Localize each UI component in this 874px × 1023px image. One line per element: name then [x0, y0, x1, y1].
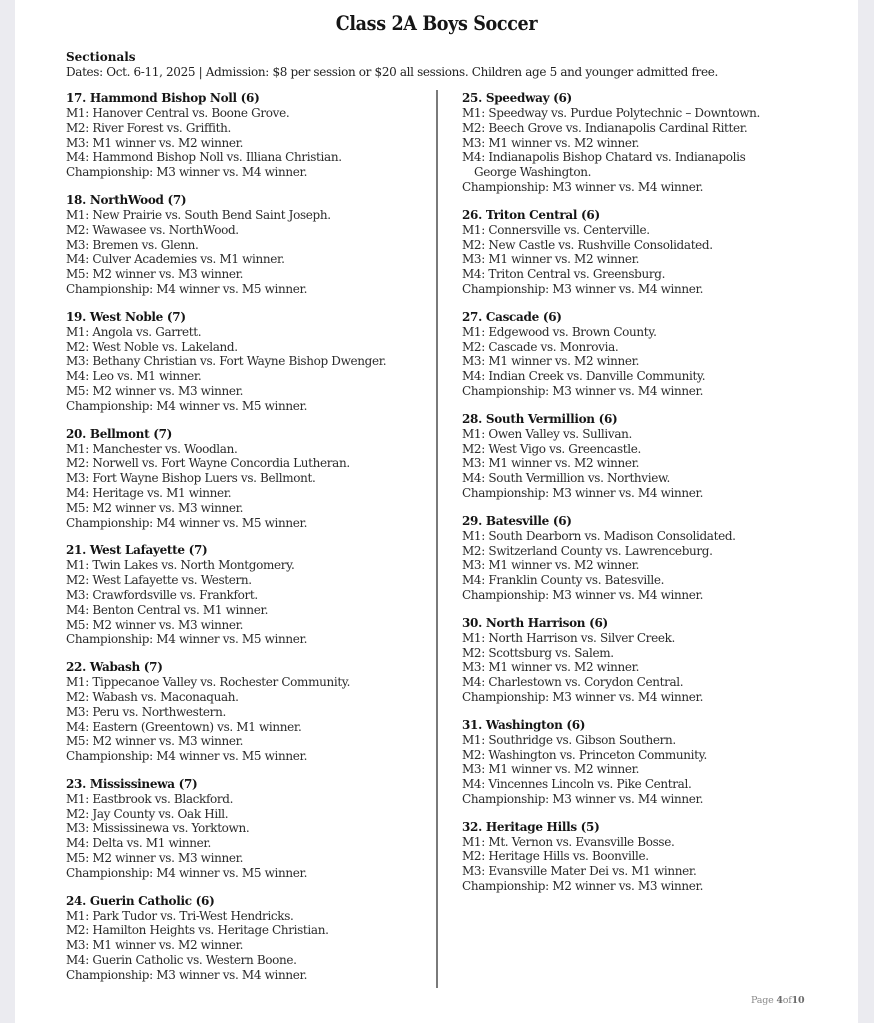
sectional-heading: 27. Cascade (6) [462, 309, 562, 324]
matchup-line: M1: North Harrison vs. Silver Creek. [462, 630, 675, 645]
matchup-line: Championship: M3 winner vs. M4 winner. [462, 485, 704, 500]
total-pages: 10 [791, 995, 805, 1006]
matchup-line: M4: Delta vs. M1 winner. [66, 836, 211, 851]
matchup-line: M3: Bethany Christian vs. Fort Wayne Bishop Dwenger. [66, 354, 387, 369]
matchup-line: M1: Speedway vs. Purdue Polytechnic – Downtown. [462, 106, 760, 120]
matchup-line: M4: Leo vs. M1 winner. [66, 369, 202, 384]
matchup-line: M4: Charlestown vs. Corydon Central. [462, 675, 684, 690]
current-page: 4 [776, 995, 783, 1006]
section-subtitle: Sectionals [66, 50, 136, 64]
matchup-line: M3: M1 winner vs. M2 winner. [462, 558, 640, 573]
sectional-block [66, 543, 431, 647]
page-number [751, 995, 804, 1006]
matchup-line: Championship: M3 winner vs. M4 winner. [462, 791, 704, 806]
sectional-heading: 20. Bellmont (7) [66, 426, 173, 441]
matchup-line: M3: M1 winner vs. M2 winner. [66, 135, 244, 150]
matchup-line: M1: Connersville vs. Centerville. [462, 222, 650, 237]
matchup-line: M4: Guerin Catholic vs. Western Boone. [66, 953, 297, 968]
matchup-line: M4: Hammond Bishop Noll vs. Illiana Christian. [66, 150, 342, 165]
matchup-line: M2: Cascade vs. Monrovia. [462, 339, 619, 354]
matchup-line: M1: Hanover Central vs. Boone Grove. [66, 106, 290, 120]
matchup-line: M2: Wabash vs. Maconaquah. [66, 689, 239, 704]
sectional-heading: 19. West Noble (7) [66, 309, 186, 324]
matchup-line: Championship: M3 winner vs. M4 winner. [66, 967, 308, 982]
matchup-line: M1: Edgewood vs. Brown County. [462, 324, 657, 339]
matchup-line: Championship: M4 winner vs. M5 winner. [66, 749, 308, 764]
matchup-line: M2: Scottsburg vs. Salem. [462, 645, 614, 660]
matchup-line: M4: South Vermillion vs. Northview. [462, 471, 670, 486]
matchup-line: M3: Evansville Mater Dei vs. M1 winner. [462, 864, 697, 879]
matchup-line: M4: Franklin County vs. Batesville. [462, 573, 665, 588]
matchup-line: M5: M2 winner vs. M3 winner. [66, 500, 244, 515]
matchup-line: M2: Hamilton Heights vs. Heritage Christian. [66, 923, 329, 938]
matchup-line: M3: Peru vs. Northwestern. [66, 704, 226, 719]
matchup-line: M1: Tippecanoe Valley vs. Rochester Community. [66, 675, 351, 690]
of-word: of [782, 995, 792, 1006]
matchup-line: M2: Wawasee vs. NorthWood. [66, 222, 239, 237]
matchup-line: Championship: M3 winner vs. M4 winner. [462, 689, 704, 704]
sectional-heading: 30. North Harrison (6) [462, 615, 608, 630]
sectional-block [66, 427, 431, 531]
sectional-heading: 31. Washington (6) [462, 717, 586, 732]
sectional-block [462, 616, 802, 705]
matchup-line: Championship: M4 winner vs. M5 winner. [66, 281, 308, 296]
matchup-line: M3: M1 winner vs. M2 winner. [462, 660, 640, 675]
matchup-line: M4: Eastern (Greentown) vs. M1 winner. [66, 719, 302, 734]
matchup-line: Championship: M4 winner vs. M5 winner. [66, 398, 308, 413]
sectional-heading: 22. Wabash (7) [66, 660, 163, 675]
sectional-heading: 17. Hammond Bishop Noll (6) [66, 91, 260, 105]
matchup-line: M2: West Vigo vs. Greencastle. [462, 441, 641, 456]
matchup-line: Championship: M3 winner vs. M4 winner. [462, 179, 704, 194]
matchup-line: Championship: M4 winner vs. M5 winner. [66, 632, 308, 647]
left-column [66, 91, 431, 996]
matchup-line: M2: West Noble vs. Lakeland. [66, 339, 238, 354]
matchup-line: M4: Benton Central vs. M1 winner. [66, 602, 269, 617]
matchup-line: M4: Culver Academies vs. M1 winner. [66, 252, 285, 267]
sectional-block [66, 777, 431, 881]
matchup-line: M1: South Dearborn vs. Madison Consolidated. [462, 528, 736, 543]
sectional-block [66, 894, 431, 983]
matchup-line: M2: River Forest vs. Griffith. [66, 120, 231, 135]
matchup-line: M2: New Castle vs. Rushville Consolidated. [462, 237, 713, 252]
matchup-line: M1: Mt. Vernon vs. Evansville Bosse. [462, 834, 675, 849]
matchup-line: M2: Heritage Hills vs. Boonville. [462, 849, 649, 864]
matchup-line: M2: Beech Grove vs. Indianapolis Cardinal Ritter. [462, 120, 748, 135]
document-page [15, 0, 858, 1023]
sectional-block [66, 91, 431, 180]
sectional-block [462, 208, 802, 297]
matchup-line: M1: Manchester vs. Woodlan. [66, 441, 238, 456]
column-divider [436, 90, 438, 988]
matchup-line: M3: M1 winner vs. M2 winner. [462, 135, 640, 150]
matchup-line: Championship: M4 winner vs. M5 winner. [66, 515, 308, 530]
matchup-line: M1: Angola vs. Garrett. [66, 324, 202, 339]
matchup-line: M1: Owen Valley vs. Sullivan. [462, 426, 632, 441]
sectional-heading: 25. Speedway (6) [462, 91, 572, 105]
sectional-block [66, 310, 431, 414]
matchup-line: M5: M2 winner vs. M3 winner. [66, 267, 244, 282]
matchup-line: M2: Jay County vs. Oak Hill. [66, 806, 229, 821]
matchup-line: M4: Indianapolis Bishop Chatard vs. Indianapolis [462, 150, 746, 165]
intro-block [66, 50, 718, 80]
matchup-line: Championship: M4 winner vs. M5 winner. [66, 865, 308, 880]
matchup-line: Championship: M3 winner vs. M4 winner. [462, 383, 704, 398]
matchup-line: M1: Southridge vs. Gibson Southern. [462, 732, 676, 747]
sectional-heading: 26. Triton Central (6) [462, 207, 600, 222]
right-column [462, 91, 802, 907]
matchup-line: M3: M1 winner vs. M2 winner. [462, 354, 640, 369]
matchup-line: M3: M1 winner vs. M2 winner. [462, 252, 640, 267]
dates-admission-line: Dates: Oct. 6-11, 2025 | Admission: $8 per session or $20 all sessions. Children age 5 and younger admitted free. [66, 65, 718, 79]
sectional-block [66, 660, 431, 764]
matchup-line: M3: M1 winner vs. M2 winner. [66, 938, 244, 953]
matchup-line: M1: Park Tudor vs. Tri-West Hendricks. [66, 908, 294, 923]
matchup-line: M2: Switzerland County vs. Lawrenceburg. [462, 543, 713, 558]
matchup-line: M5: M2 winner vs. M3 winner. [66, 617, 244, 632]
sectional-heading: 29. Batesville (6) [462, 513, 572, 528]
matchup-line: M4: Heritage vs. M1 winner. [66, 485, 232, 500]
matchup-line: Championship: M3 winner vs. M4 winner. [462, 587, 704, 602]
sectional-block [462, 91, 802, 195]
matchup-line: M3: Crawfordsville vs. Frankfort. [66, 587, 258, 602]
matchup-line: Championship: M3 winner vs. M4 winner. [66, 165, 308, 180]
sectional-heading: 28. South Vermillion (6) [462, 411, 618, 426]
matchup-line: M1: Twin Lakes vs. North Montgomery. [66, 558, 295, 573]
page-word: Page [751, 995, 777, 1006]
matchup-line: M4: Indian Creek vs. Danville Community. [462, 369, 706, 384]
sectional-heading: 18. NorthWood (7) [66, 192, 187, 207]
matchup-line: M2: West Lafayette vs. Western. [66, 573, 252, 588]
sectional-heading: 32. Heritage Hills (5) [462, 819, 600, 834]
matchup-line: M3: M1 winner vs. M2 winner. [462, 762, 640, 777]
matchup-line: M2: Norwell vs. Fort Wayne Concordia Lutheran. [66, 456, 350, 471]
sectional-heading: 21. West Lafayette (7) [66, 543, 208, 558]
matchup-line: Championship: M3 winner vs. M4 winner. [462, 281, 704, 296]
sectional-block [462, 310, 802, 399]
sectional-block [462, 412, 802, 501]
matchup-line: M3: Mississinewa vs. Yorktown. [66, 821, 250, 836]
matchup-line: M3: Fort Wayne Bishop Luers vs. Bellmont. [66, 471, 316, 486]
sectional-block [462, 820, 802, 894]
matchup-line: M4: Vincennes Lincoln vs. Pike Central. [462, 777, 692, 792]
matchup-line: M2: Washington vs. Princeton Community. [462, 747, 707, 762]
matchup-line: Championship: M2 winner vs. M3 winner. [462, 879, 704, 894]
matchup-line: M5: M2 winner vs. M3 winner. [66, 383, 244, 398]
matchup-line: M5: M2 winner vs. M3 winner. [66, 851, 244, 866]
sectional-heading: 24. Guerin Catholic (6) [66, 893, 215, 908]
sectional-heading: 23. Mississinewa (7) [66, 776, 198, 791]
sectional-block [462, 514, 802, 603]
page-title: Class 2A Boys Soccer [335, 12, 538, 35]
sectional-block [66, 193, 431, 297]
matchup-line: M4: Triton Central vs. Greensburg. [462, 267, 666, 282]
matchup-line: M1: Eastbrook vs. Blackford. [66, 791, 234, 806]
sectional-block [462, 718, 802, 807]
matchup-line: George Washington. [474, 165, 592, 180]
matchup-line: M1: New Prairie vs. South Bend Saint Joseph. [66, 207, 331, 222]
matchup-line: M5: M2 winner vs. M3 winner. [66, 734, 244, 749]
matchup-line: M3: M1 winner vs. M2 winner. [462, 456, 640, 471]
matchup-line: M3: Bremen vs. Glenn. [66, 237, 199, 252]
